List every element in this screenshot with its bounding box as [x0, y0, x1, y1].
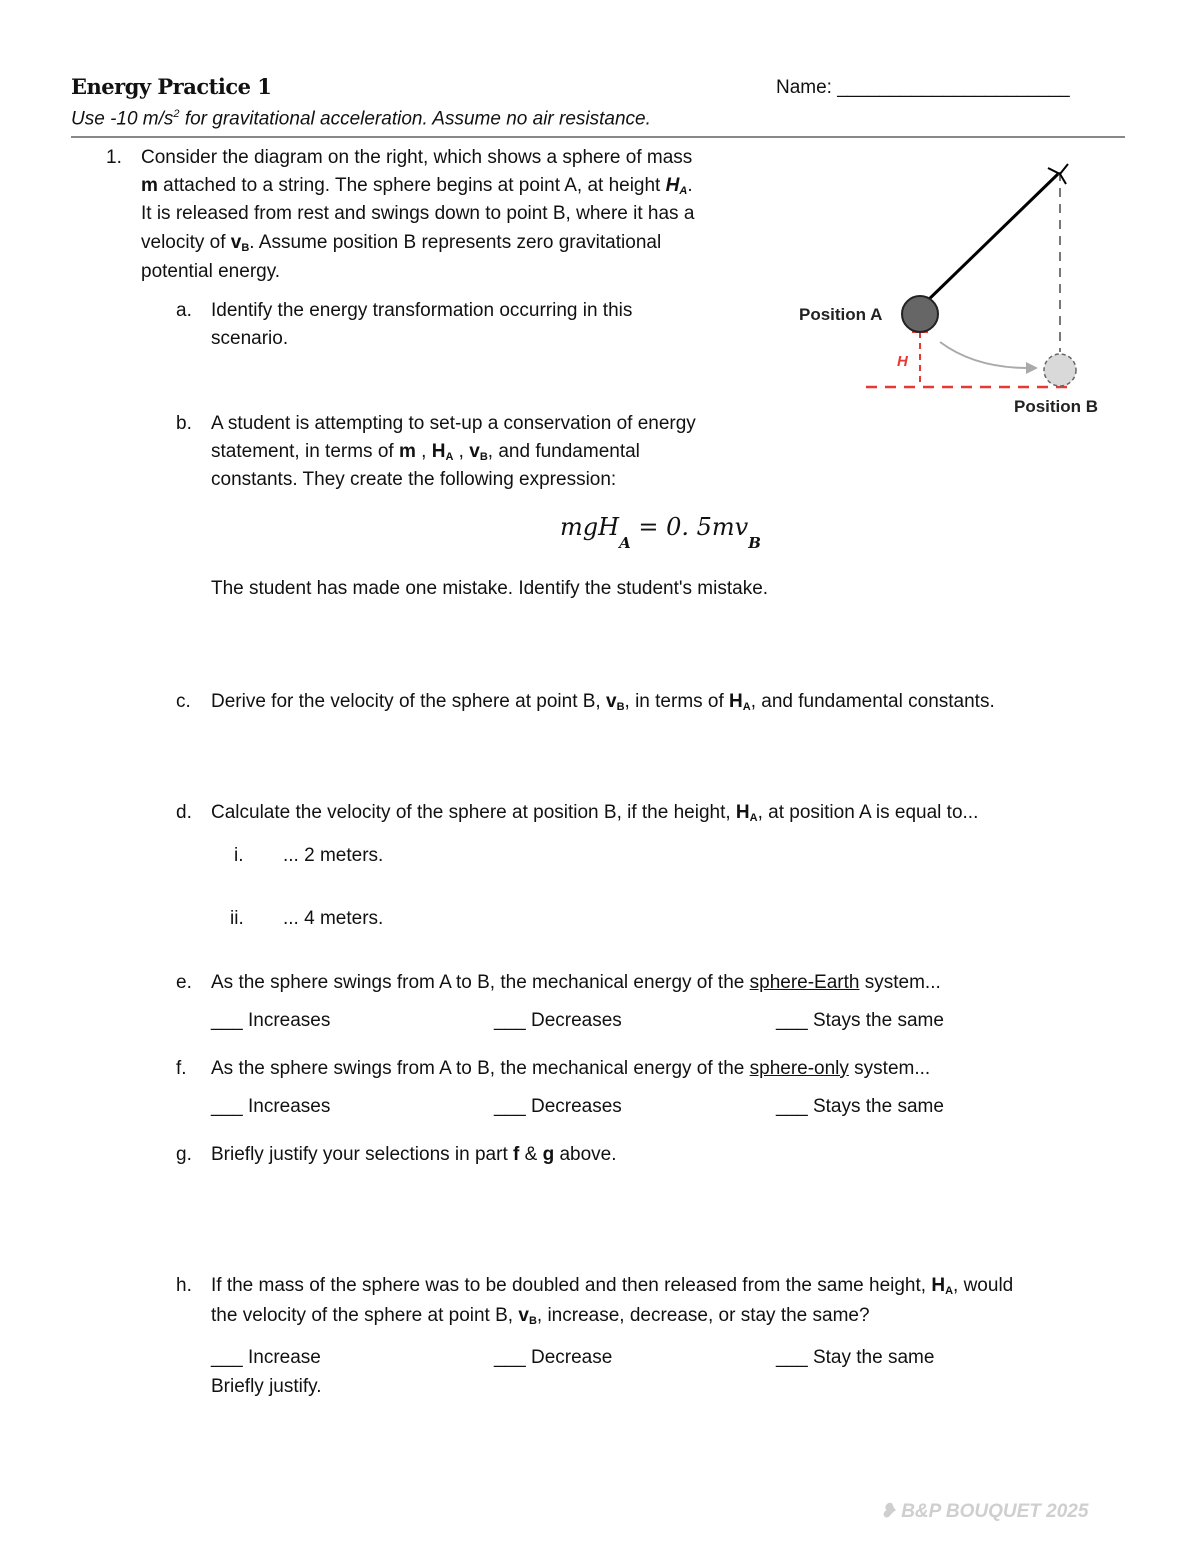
brand-watermark: ❥ B&P BOUQUET 2025 [880, 1501, 1089, 1522]
part-a-line-2: scenario. [211, 328, 289, 349]
name-field: Name: ______________________ [776, 77, 1070, 98]
part-e-label: e. [176, 972, 192, 993]
part-c-text: Derive for the velocity of the sphere at point B, $v_B$, in terms of $H_A$, and fundamental constants. [211, 691, 995, 713]
part-e-option-decreases[interactable]: ___ Decreases [494, 1010, 622, 1031]
part-b-mistake: The student has made one mistake. Identify the student's mistake. [211, 578, 769, 599]
part-a-line-1: Identify the energy transformation occurring in this [211, 300, 633, 321]
flower-icon: ❥ [880, 1501, 902, 1522]
part-h-option-increase[interactable]: ___ Increase [211, 1347, 321, 1368]
pendulum-string [924, 174, 1058, 304]
part-d-ii-label: ii. [230, 908, 244, 929]
part-h-justify: Briefly justify. [211, 1376, 322, 1397]
sphere-position-b [1044, 354, 1076, 386]
intro-line-4: velocity of $v_B$. Assume position B represents zero gravitational [141, 232, 662, 254]
part-f-text: As the sphere swings from A to B, the mechanical energy of the sphere-only system... [211, 1058, 931, 1079]
part-b-line-3: constants. They create the following expression: [211, 469, 617, 490]
part-f-option-increases[interactable]: ___ Increases [211, 1096, 331, 1117]
part-d-ii-text: ... 4 meters. [283, 908, 384, 929]
worksheet-title: Energy Practice 1 [71, 74, 272, 99]
part-e-option-stays-same[interactable]: ___ Stays the same [776, 1010, 944, 1031]
sphere-position-a [902, 296, 938, 332]
header-divider [71, 136, 1125, 138]
swing-arrowhead [1026, 362, 1038, 374]
position-b-label: Position B [1014, 397, 1099, 416]
student-equation: mgH$_A$ = 0. $5mv_B$ [560, 513, 761, 552]
part-f-option-decreases[interactable]: ___ Decreases [494, 1096, 622, 1117]
part-b-line-2: statement, in terms of m , $H_A$ , $v_B$, and fundamental [211, 441, 640, 463]
position-a-label: Position A [799, 305, 883, 324]
part-h-option-decrease[interactable]: ___ Decrease [494, 1347, 613, 1368]
part-e-text: As the sphere swings from A to B, the mechanical energy of the sphere-Earth system... [211, 972, 941, 993]
part-h-line-2: the velocity of the sphere at point B, $v_B$, increase, decrease, or stay the same? [211, 1305, 870, 1327]
part-f-label: f. [176, 1058, 187, 1079]
part-g-label: g. [176, 1144, 192, 1165]
intro-line-5: potential energy. [141, 261, 281, 282]
height-label: H [897, 353, 908, 370]
question-number: 1. [106, 147, 122, 168]
pendulum-diagram [790, 160, 1120, 425]
instructions: Use -10 $m/s^2$ for gravitational acceleration. Assume no air resistance. [71, 108, 651, 130]
part-d-i-label: i. [234, 845, 244, 866]
intro-line-1: Consider the diagram on the right, which shows a sphere of mass [141, 147, 693, 168]
part-b-label: b. [176, 413, 192, 434]
part-g-text: Briefly justify your selections in part f & g above. [211, 1144, 617, 1165]
intro-line-2: m attached to a string. The sphere begins at point A, at height $H_A$. [141, 175, 693, 197]
part-h-label: h. [176, 1275, 192, 1296]
part-d-i-text: ... 2 meters. [283, 845, 384, 866]
intro-line-3: It is released from rest and swings down to point B, where it has a [141, 203, 695, 224]
part-c-label: c. [176, 691, 191, 712]
part-h-option-stay-same[interactable]: ___ Stay the same [776, 1347, 935, 1368]
part-a-label: a. [176, 300, 192, 321]
part-h-line-1: If the mass of the sphere was to be doubled and then released from the same height, $H_A$, would [211, 1275, 1014, 1297]
swing-arrow [940, 342, 1028, 368]
part-b-line-1: A student is attempting to set-up a conservation of energy [211, 413, 696, 434]
part-f-option-stays-same[interactable]: ___ Stays the same [776, 1096, 944, 1117]
part-d-text: Calculate the velocity of the sphere at position B, if the height, $H_A$, at position A is equal to... [211, 802, 979, 824]
part-e-option-increases[interactable]: ___ Increases [211, 1010, 331, 1031]
part-d-label: d. [176, 802, 192, 823]
